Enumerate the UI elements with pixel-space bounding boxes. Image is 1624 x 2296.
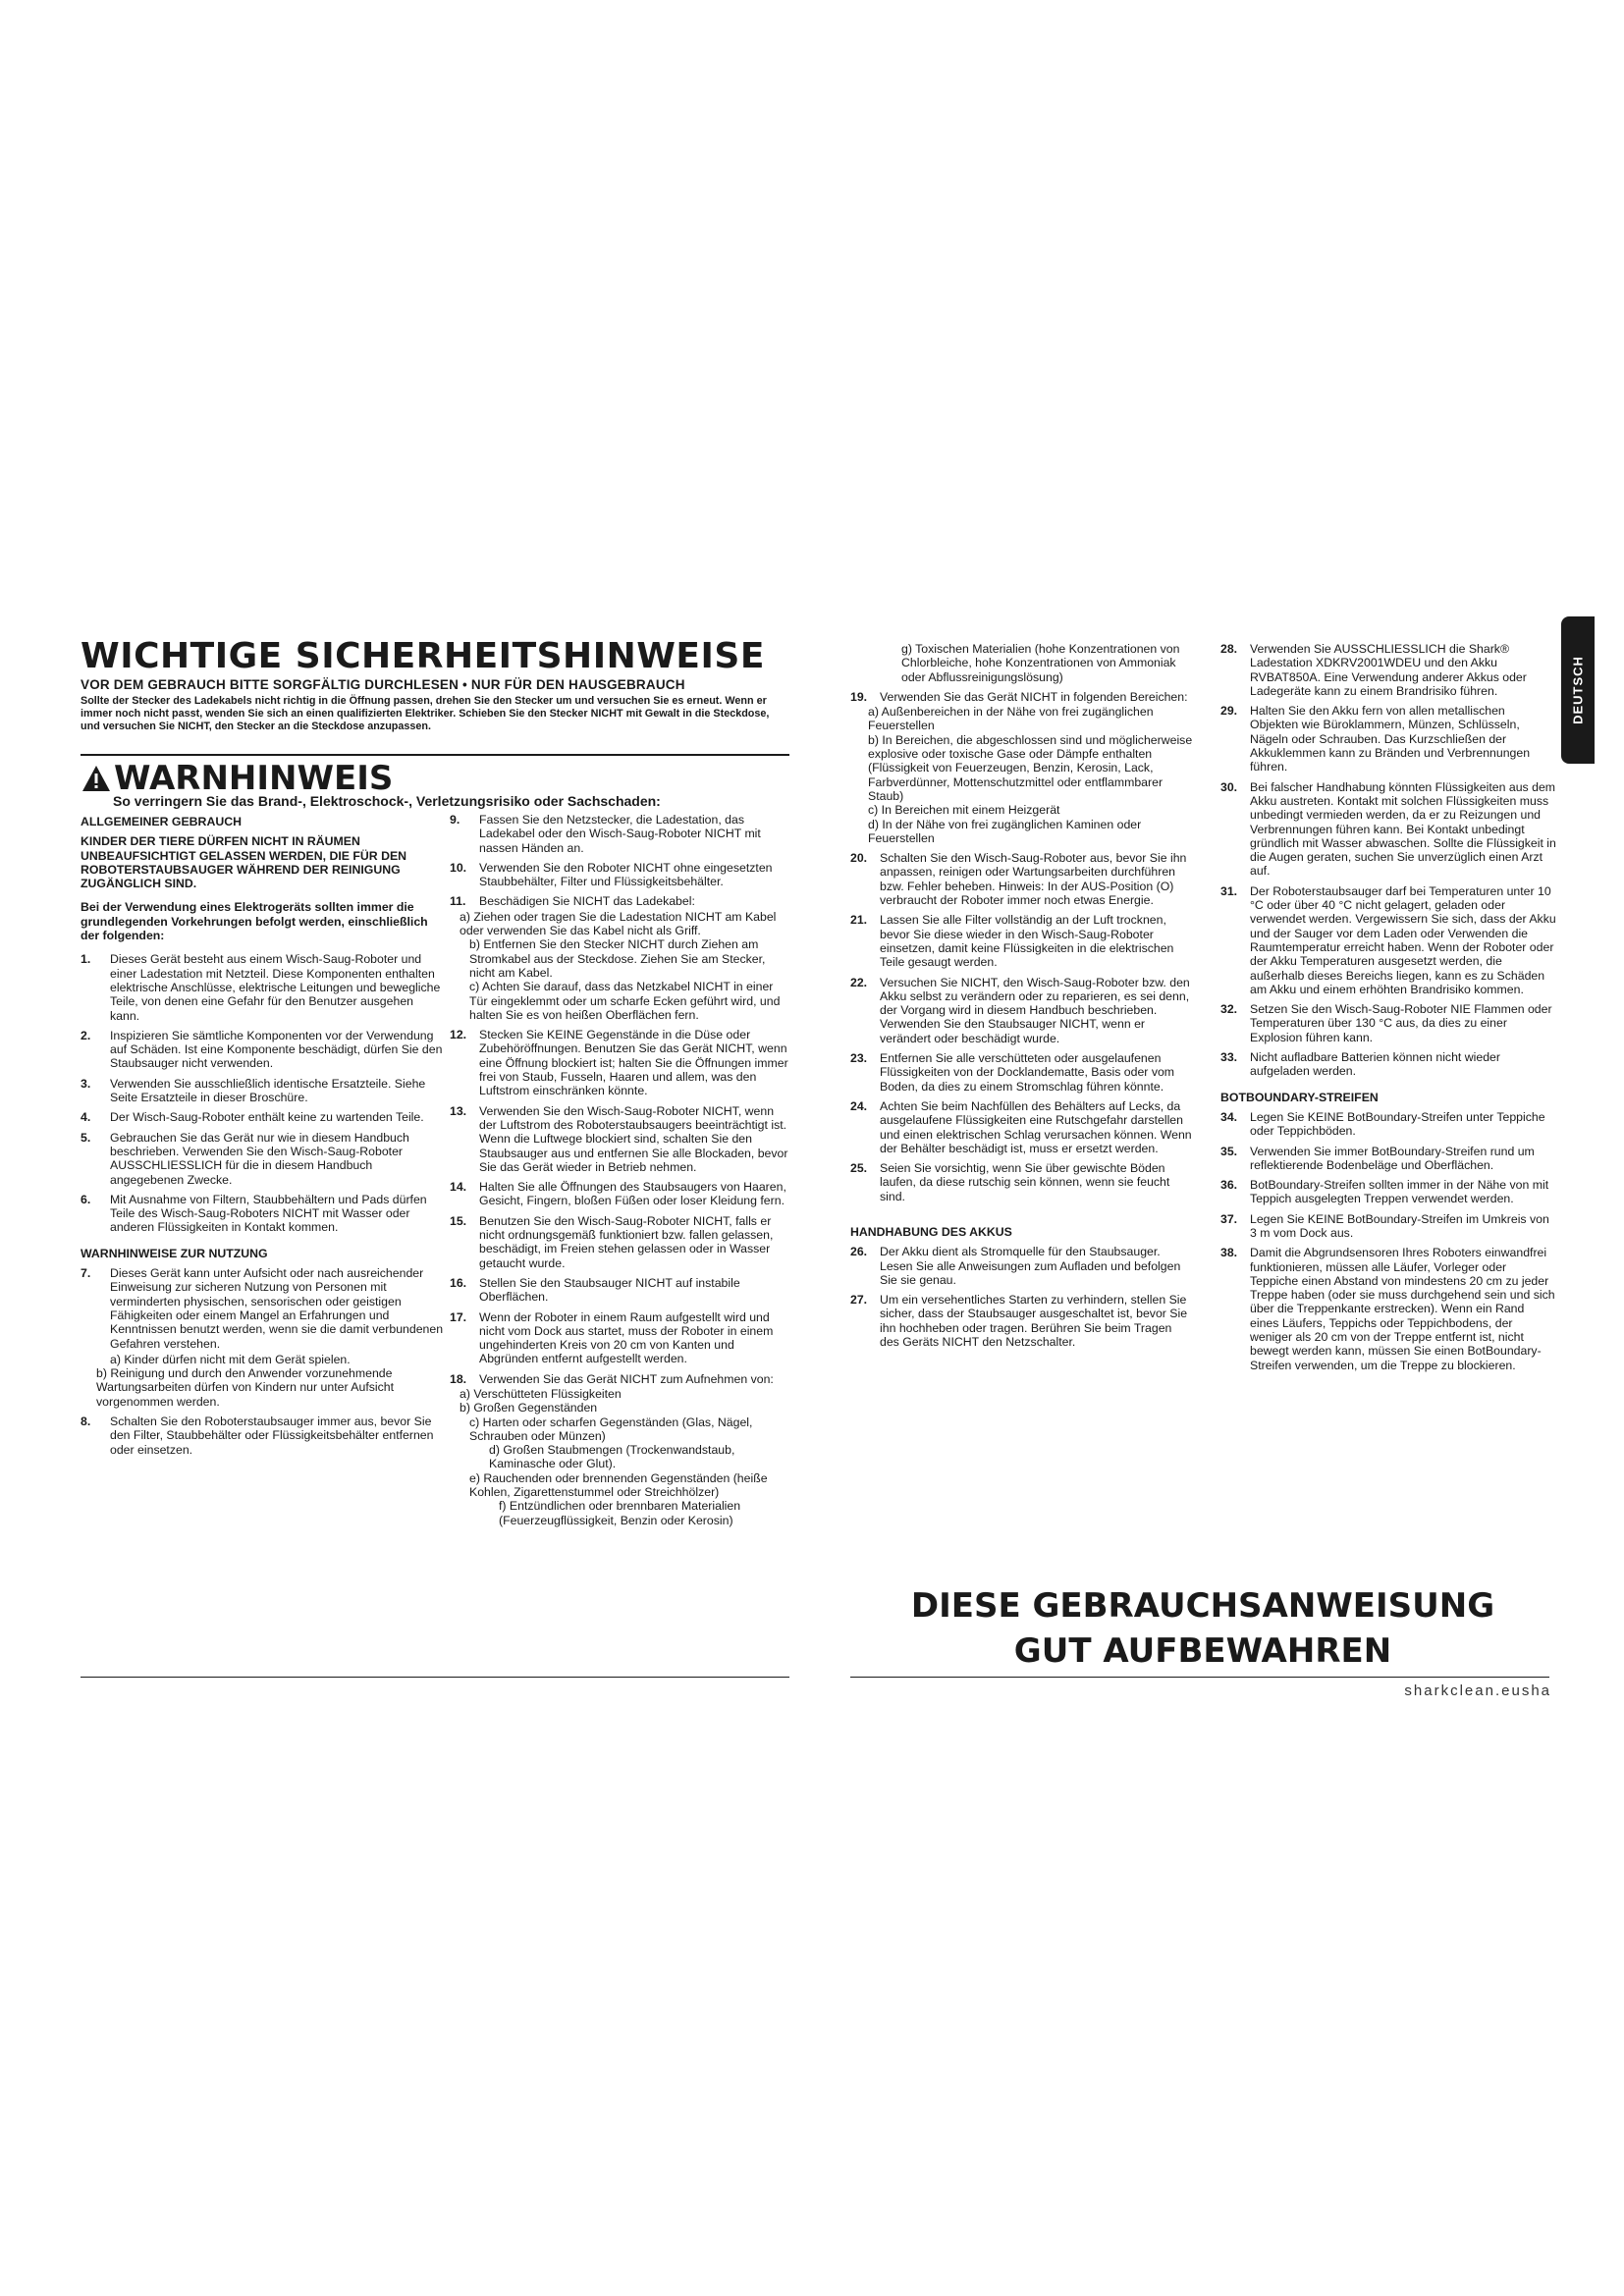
sub-item: a) Kinder dürfen nicht mit dem Gerät spielen.	[110, 1352, 351, 1366]
list-item: 23. Entfernen Sie alle verschütteten oder ausgelaufenen Flüssigkeiten von der Docklandematte, Basis oder vom Boden, da dies zu einem Stromschlag führen könnte.	[850, 1051, 1175, 1094]
keep-manual-line-2: GUT AUFBEWAHREN	[1013, 1631, 1392, 1671]
list-item: 15. Benutzen Sie den Wisch-Saug-Roboter NICHT, falls er nicht ordnungsgemäß funktioniert bzw. fallen gelassen, beschädigt, im Freien stehen gelassen oder in Wasser getaucht wurde.	[450, 1213, 774, 1270]
list-item: 18. Verwenden Sie das Gerät NICHT zum Aufnehmen von:	[450, 1371, 774, 1386]
keep-manual-notice	[864, 1583, 1542, 1674]
section-heading-botboundary: BOTBOUNDARY-STREIFEN	[1220, 1090, 1379, 1104]
language-tab	[1561, 616, 1595, 764]
page-title: WICHTIGE SICHERHEITSHINWEISE	[81, 636, 765, 676]
list-item: 20. Schalten Sie den Wisch-Saug-Roboter aus, bevor Sie ihn anpassen, reinigen oder Wartungsarbeiten durchführen bzw. Fehler beheben. Hinweis: In der AUS-Position (O) verbraucht der Roboter immer noch etwas Energie.	[850, 851, 1187, 908]
list-item: 27. Um ein versehentliches Starten zu verhindern, stellen Sie sicher, dass der Staubsauger ausgeschaltet ist, bevor Sie ihn hochheben oder tragen. Berühren Sie beim Tragen des Geräts NICHT den Netzschalter.	[850, 1293, 1188, 1350]
list-item: 8. Schalten Sie den Roboterstaubsauger immer aus, bevor Sie den Filter, Staubbehälter oder Flüssigkeitsbehälter entfernen oder einsetzen.	[81, 1414, 434, 1457]
column-4	[1220, 642, 1556, 1378]
list-item: 24. Achten Sie beim Nachfüllen des Behälters auf Lecks, da ausgelaufene Flüssigkeiten eine Rutschgefahr darstellen und einen elektrischen Schlag verursachen können. Wenn der Behälter beschädigt ist, muss er ersetzt werden.	[850, 1098, 1192, 1155]
warning-title: WARNHINWEIS	[114, 759, 394, 798]
sub-item: b) Großen Gegenständen	[460, 1401, 598, 1415]
header-divider	[81, 754, 789, 756]
language-tab-label: DEUTSCH	[1570, 656, 1586, 724]
list-item: 31. Der Roboterstaubsauger darf bei Temperaturen unter 10 °C oder über 40 °C nicht gelagert, geladen oder verwendet werden. Vergewissern Sie sich, dass der Akku und der Sauger vor dem Laden oder Verwenden die Raumtemperatur erreicht haben. Wenn der Roboter oder der Akku Temperaturen ausgesetzt werden, die außerhalb dieses Bereichs liegen, kann es zu Schäden am Akku und einem erhöhten Brandrisiko kommen.	[1220, 883, 1556, 996]
list-item: 1. Dieses Gerät besteht aus einem Wisch-Saug-Roboter und einer Ladestation mit Netzteil. Diese Komponenten enthalten elektrische Anschlüsse, elektrische Leitungen und bewegliche Teile, von denen eine Gefahr für den Benutzer ausgehen kann.	[81, 952, 441, 1023]
left-page-bottom-rule	[81, 1677, 789, 1678]
warning-triangle-icon	[81, 764, 112, 793]
sub-item: b) Reinigung und durch den Anwender vorzunehmende Wartungsarbeiten dürfen von Kindern nur unter Aufsicht vorgenommen werden.	[96, 1366, 395, 1409]
list-item: 25. Seien Sie vorsichtig, wenn Sie über gewischte Böden laufen, da diese rutschig sein können, wenn sie feucht sind.	[850, 1161, 1170, 1203]
list-item: 37. Legen Sie KEINE BotBoundary-Streifen im Umkreis von 3 m vom Dock aus.	[1220, 1211, 1549, 1240]
list-item: 17. Wenn der Roboter in einem Raum aufgestellt wird und nicht vom Dock aus startet, muss der Roboter in einem ungehinderten Kreis von 20 cm von Kanten und Abgründen entfernt aufgestellt werden.	[450, 1309, 774, 1366]
column-2	[450, 813, 788, 1527]
list-item: 30. Bei falscher Handhabung könnten Flüssigkeiten aus dem Akku austreten. Kontakt mit solchen Flüssigkeiten muss unbedingt vermieden werden, da er zu Reizungen und Verbrennungen führen kann. Bei Kontakt unbedingt gründlich mit Wasser abwaschen. Sollte die Flüssigkeit in die Augen geraten, suchen Sie unverzüglich einen Arzt auf.	[1220, 779, 1556, 879]
sub-item: g) Toxischen Materialien (hohe Konzentrationen von Chlorbleiche, hohe Konzentrationen von Ammoniak oder Abflussreinigungslösung)	[901, 642, 1180, 684]
page-subtitle: VOR DEM GEBRAUCH BITTE SORGFÄLTIG DURCHLESEN • NUR FÜR DEN HAUSGEBRAUCH	[81, 677, 685, 692]
sub-item: f) Entzündlichen oder brennbaren Materialien (Feuerzeugflüssigkeit, Benzin oder Kerosin)	[499, 1499, 741, 1527]
sub-item: b) Entfernen Sie den Stecker NICHT durch Ziehen am Stromkabel aus der Steckdose. Ziehen Sie am Stecker, nicht am Kabel.	[469, 937, 766, 980]
list-item: 34. Legen Sie KEINE BotBoundary-Streifen unter Teppiche oder Teppichböden.	[1220, 1109, 1545, 1139]
list-item: 4. Der Wisch-Saug-Roboter enthält keine zu wartenden Teile.	[81, 1110, 424, 1125]
list-item: 12. Stecken Sie KEINE Gegenstände in die Düse oder Zubehöröffnungen. Benutzen Sie das Gerät NICHT, wenn eine Öffnung blockiert ist; halten Sie die Öffnungen immer frei von Staub, Fusseln, Haaren und allem, was den Luftstrom einschränken könnte.	[450, 1028, 788, 1098]
list-item: 10. Verwenden Sie den Roboter NICHT ohne eingesetzten Staubbehälter, Filter und Flüssigkeitsbehälter.	[450, 860, 773, 889]
list-item: 36. BotBoundary-Streifen sollten immer in der Nähe von mit Teppich ausgelegten Treppen verwendet werden.	[1220, 1178, 1549, 1206]
sub-item: b) In Bereichen, die abgeschlossen sind und möglicherweise explosive oder toxische Gase oder Dämpfe enthalten (Flüssigkeit von Feuerzeugen, Benzin, Kerosin, Lack, Farbverdünner, Mottenschutzmittel oder entflammbarer Staub)	[868, 732, 1193, 803]
section-heading-battery: HANDHABUNG DES AKKUS	[850, 1224, 1012, 1239]
website-url: sharkclean.eusha	[1404, 1682, 1551, 1699]
warning-subtitle: So verringern Sie das Brand-, Elektroschock-, Verletzungsrisiko oder Sachschaden:	[113, 793, 661, 809]
right-page-bottom-rule	[850, 1677, 1549, 1678]
list-item: 26. Der Akku dient als Stromquelle für den Staubsauger. Lesen Sie alle Anweisungen zum Aufladen und befolgen Sie sie genau.	[850, 1245, 1181, 1287]
sub-item: c) In Bereichen mit einem Heizgerät	[868, 803, 1060, 818]
column-1	[81, 815, 444, 1463]
list-item: 33. Nicht aufladbare Batterien können nicht wieder aufgeladen werden.	[1220, 1050, 1500, 1079]
list-item: 5. Gebrauchen Sie das Gerät nur wie in diesem Handbuch beschrieben. Verwenden Sie den Wisch-Saug-Roboter AUSSCHLIESSLICH für die in diesem Handbuch angegebenen Zwecke.	[81, 1130, 409, 1187]
section-heading-general: ALLGEMEINER GEBRAUCH	[81, 815, 242, 828]
list-item: 9. Fassen Sie den Netzstecker, die Ladestation, das Ladekabel oder den Wisch-Saug-Roboter NICHT mit nassen Händen an.	[450, 813, 761, 855]
list-item: 2. Inspizieren Sie sämtliche Komponenten vor der Verwendung auf Schäden. Ist eine Komponente beschädigt, dürfen Sie den Staubsauger nicht verwenden.	[81, 1028, 443, 1071]
keep-manual-line-1: DIESE GEBRAUCHSANWEISUNG	[910, 1586, 1495, 1626]
list-item: 3. Verwenden Sie ausschließlich identische Ersatzteile. Siehe Seite Ersatzteile in dieser Broschüre.	[81, 1076, 426, 1105]
list-item: 35. Verwenden Sie immer BotBoundary-Streifen rund um reflektierende Bodenbeläge und Oberflächen.	[1220, 1144, 1535, 1172]
list-item: 29. Halten Sie den Akku fern von allen metallischen Objekten wie Büroklammern, Münzen, Schlüsseln, Nägeln oder Schrauben. Das Kurzschließen der Akkuklemmen kann zu Bränden und Verbrennungen führen.	[1220, 704, 1531, 774]
list-item: 6. Mit Ausnahme von Filtern, Staubbehältern und Pads dürfen Teile des Wisch-Saug-Roboters NICHT mit Wasser oder anderen Flüssigkeiten in Kontakt kommen.	[81, 1192, 427, 1235]
list-item: 7. Dieses Gerät kann unter Aufsicht oder nach ausreichender Einweisung zur sicheren Nutzung von Personen mit verminderten physischen, sensorischen oder geistigen Fähigkeiten oder einem Mangel an Erfahrungen und Kenntnissen benutzt werden, wenn sie die damit verbundenen Gefahren verstehen.	[81, 1266, 444, 1351]
sub-item: d) In der Nähe von frei zugänglichen Kaminen oder Feuerstellen	[868, 817, 1142, 845]
sub-item: a) Verschütteten Flüssigkeiten	[460, 1386, 622, 1401]
sub-item: c) Harten oder scharfen Gegenständen (Glas, Nägel, Schrauben oder Münzen)	[469, 1415, 753, 1443]
list-item: 19. Verwenden Sie das Gerät NICHT in folgenden Bereichen:	[850, 689, 1188, 704]
list-item: 13. Verwenden Sie den Wisch-Saug-Roboter NICHT, wenn der Luftstrom des Roboterstaubsaugers beeinträchtigt ist. Wenn die Luftwege blockiert sind, schalten Sie den Staubsauger aus und entfernen Sie alle Blockaden, bevor Sie das Gerät wieder in Betrieb nehmen.	[450, 1103, 788, 1174]
column-3	[850, 642, 1194, 1355]
plug-note: Sollte der Stecker des Ladekabels nicht richtig in die Öffnung passen, drehen Sie den Stecker um und versuchen Sie es erneut. Wenn er immer noch nicht passt, wenden Sie sich an einen qualifizierten Elektriker. Schieben Sie den Stecker NICHT mit Gewalt in die Steckdose, und versuchen Sie NICHT, den Stecker an die Steckdose anzupassen.	[81, 695, 770, 732]
sub-item: a) Außenbereichen in der Nähe von frei zugänglichen Feuerstellen	[868, 705, 1154, 733]
list-item: 32. Setzen Sie den Wisch-Saug-Roboter NIE Flammen oder Temperaturen über 130 °C aus, da dies zu einer Explosion führen kann.	[1220, 1002, 1552, 1044]
sub-item: d) Großen Staubmengen (Trockenwandstaub, Kaminasche oder Glut).	[489, 1443, 735, 1471]
list-item: 11. Beschädigen Sie NICHT das Ladekabel:	[450, 894, 695, 909]
precautions-intro: Bei der Verwendung eines Elektrogeräts sollten immer die grundlegenden Vorkehrungen befolgt werden, einschließlich der folgenden:	[81, 900, 428, 943]
sub-item: a) Ziehen oder tragen Sie die Ladestation NICHT am Kabel oder verwenden Sie das Kabel nicht als Griff.	[460, 909, 777, 938]
list-item: 38. Damit die Abgrundsensoren Ihres Roboters einwandfrei funktionieren, müssen alle Läufer, Vorleger oder Teppiche einen Abstand von mindestens 20 cm zu jeder Treppe haben (oder sie muss durchgehend sein und sich über die Treppenkante erstrecken). Wenn ein Rand eines Läufers, Teppichs oder Teppichbodens, der weniger als 20 cm von der Treppe entfernt ist, nicht bewegt werden kann, müssen Sie einen BotBoundary-Streifen verwenden, um die Treppe zu blockieren.	[1220, 1246, 1555, 1372]
sub-item: e) Rauchenden oder brennenden Gegenständen (heiße Kohlen, Zigarettenstummel oder Streichhölzer)	[469, 1470, 768, 1500]
list-item: 14. Halten Sie alle Öffnungen des Staubsaugers von Haaren, Gesicht, Fingern, bloßen Füßen oder loser Kleidung fern.	[450, 1180, 786, 1208]
section-heading-usage: WARNHINWEISE ZUR NUTZUNG	[81, 1246, 268, 1260]
sub-item: c) Achten Sie darauf, dass das Netzkabel NICHT in einer Tür eingeklemmt oder um scharfe Ecken geführt wird, und halten Sie es von heißen Oberflächen fern.	[469, 980, 781, 1022]
list-item: 28. Verwenden Sie AUSSCHLIESSLICH die Shark® Ladestation XDKRV2001WDEU und den Akku RVBAT850A. Eine Verwendung anderer Akkus oder Ladegeräte kann zu einem Brandrisiko führen.	[1220, 642, 1527, 698]
children-warning: KINDER DER TIERE DÜRFEN NICHT IN RÄUMEN UNBEAUFSICHTIGT GELASSEN WERDEN, DIE FÜR DEN ROBOTERSTAUBSAUGER WÄHREND DER REINIGUNG ZUGÄNGLICH SIND.	[81, 834, 407, 891]
list-item: 22. Versuchen Sie NICHT, den Wisch-Saug-Roboter bzw. den Akku selbst zu verändern oder zu reparieren, es sei denn, der Vorgang wird in diesem Handbuch beschrieben. Verwenden Sie den Staubsauger NICHT, wenn er verändert oder beschädigt wurde.	[850, 975, 1190, 1045]
list-item: 16. Stellen Sie den Staubsauger NICHT auf instabile Oberflächen.	[450, 1275, 740, 1305]
warning-block	[81, 760, 393, 797]
list-item: 21. Lassen Sie alle Filter vollständig an der Luft trocknen, bevor Sie diese wieder in den Wisch-Saug-Roboter einsetzen, damit keine Flüssigkeiten in die elektrischen Teile gesaugt werden.	[850, 913, 1174, 970]
